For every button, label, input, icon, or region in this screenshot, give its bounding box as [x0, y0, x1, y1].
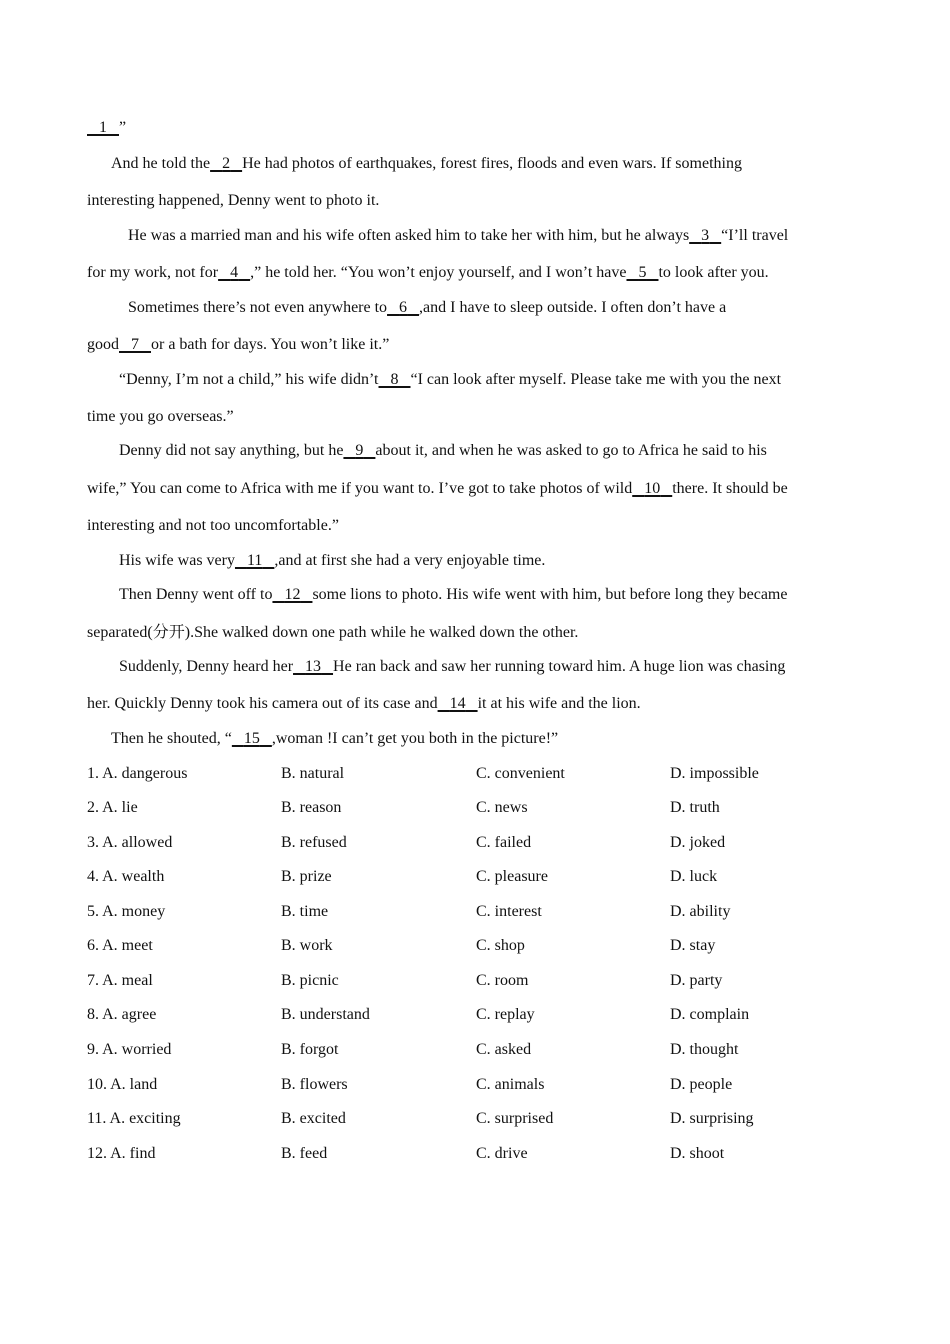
passage-line-13 [119, 551, 545, 571]
passage-line-10 [119, 441, 767, 461]
blank-1: 1 [99, 119, 107, 136]
passage-text: His wife was very [119, 552, 235, 569]
passage-line-18 [111, 729, 558, 749]
passage-text: ,” he told her. “You won’t enjoy yourself, and I won’t have [250, 264, 627, 281]
option-a: 2. A. lie [87, 799, 138, 816]
option-row-2 [87, 798, 867, 818]
passage-text: to look after you. [658, 264, 769, 281]
option-d: D. complain [670, 1006, 750, 1023]
passage-line-12 [87, 516, 339, 536]
option-c: C. asked [476, 1041, 532, 1058]
passage-text: ,and I have to sleep outside. I often don’t have a [419, 299, 727, 316]
option-a: 3. A. allowed [87, 834, 173, 851]
option-a: 10. A. land [87, 1076, 158, 1093]
option-b: B. prize [281, 868, 332, 885]
option-d: D. thought [670, 1041, 739, 1058]
passage-text: ,woman !I can’t get you both in the picture!” [271, 730, 559, 747]
option-a: 7. A. meal [87, 972, 153, 989]
passage-text: “I’ll travel [721, 227, 789, 244]
passage-line-1 [87, 118, 126, 138]
passage-text: there. It should be [672, 480, 788, 497]
option-b: B. excited [281, 1110, 346, 1127]
passage-line-3 [87, 191, 379, 211]
blank-15: 15 [243, 730, 260, 747]
passage-text: Then Denny went off to [119, 586, 273, 603]
blank-8: 8 [390, 371, 399, 388]
passage-text: ,and at first she had a very enjoyable time. [274, 552, 546, 569]
option-c: C. pleasure [476, 868, 548, 885]
blank-5: 5 [638, 264, 647, 281]
option-b: B. work [281, 937, 333, 954]
passage-text: And he told the [111, 155, 211, 172]
passage-text: it at his wife and the lion. [477, 695, 641, 712]
option-a: 12. A. find [87, 1145, 156, 1162]
option-c: C. replay [476, 1006, 535, 1023]
passage-text: some lions to photo. His wife went with him, but before long they became [312, 586, 788, 603]
passage-text: He had photos of earthquakes, forest fires, floods and even wars. If something [242, 155, 742, 172]
option-b: B. refused [281, 834, 347, 851]
option-a: 9. A. worried [87, 1041, 172, 1058]
passage-text: He was a married man and his wife often asked him to take her with him, but he always [128, 227, 690, 244]
option-row-12 [87, 1144, 867, 1164]
option-c: C. room [476, 972, 529, 989]
passage-line-15 [87, 623, 578, 643]
passage-text: “I can look after myself. Please take me with you the next [410, 371, 782, 388]
blank-3: 3 [701, 227, 710, 244]
passage-line-14 [119, 585, 787, 605]
option-d: D. impossible [670, 765, 759, 782]
blank-9: 9 [355, 442, 364, 459]
passage-text: her. Quickly Denny took his camera out of its case and [87, 695, 438, 712]
passage-line-17 [87, 694, 641, 714]
passage-line-9 [87, 407, 234, 427]
option-row-3 [87, 833, 867, 853]
option-b: B. reason [281, 799, 342, 816]
option-b: B. time [281, 903, 329, 920]
option-d: D. truth [670, 799, 720, 816]
passage-line-11 [87, 479, 788, 499]
passage-text: for my work, not for [87, 264, 219, 281]
passage-text: separated(分开).She walked down one path while he walked down the other. [87, 624, 579, 641]
blank-7: 7 [131, 336, 139, 353]
option-d: D. ability [670, 903, 731, 920]
passage-text: Then he shouted, “ [111, 730, 232, 747]
passage-text: ” [119, 119, 127, 136]
passage-text: about it, and when he was asked to go to Africa he said to his [375, 442, 767, 459]
option-a: 6. A. meet [87, 937, 153, 954]
option-c: C. shop [476, 937, 525, 954]
blank-11: 11 [246, 552, 263, 569]
passage-line-4 [128, 226, 788, 246]
option-d: D. party [670, 972, 723, 989]
passage-line-7 [87, 335, 389, 355]
passage-line-8 [119, 370, 781, 390]
option-c: C. failed [476, 834, 532, 851]
option-c: C. news [476, 799, 528, 816]
option-row-1 [87, 764, 867, 784]
passage-text: Sometimes there’s not even anywhere to [128, 299, 388, 316]
passage-text: wife,” You can come to Africa with me if you want to. I’ve got to take photos of wild [87, 480, 633, 497]
passage-text: or a bath for days. You won’t like it.” [151, 336, 390, 353]
option-b: B. feed [281, 1145, 328, 1162]
option-row-9 [87, 1040, 867, 1060]
blank-6: 6 [399, 299, 408, 316]
passage-line-2 [111, 154, 742, 174]
option-row-8 [87, 1005, 867, 1025]
option-row-6 [87, 936, 867, 956]
option-b: B. understand [281, 1006, 370, 1023]
option-c: C. interest [476, 903, 542, 920]
option-a: 8. A. agree [87, 1006, 157, 1023]
option-row-10 [87, 1075, 867, 1095]
option-row-4 [87, 867, 867, 887]
option-b: B. flowers [281, 1076, 348, 1093]
passage-text: Denny did not say anything, but he [119, 442, 344, 459]
option-c: C. drive [476, 1145, 528, 1162]
option-d: D. joked [670, 834, 726, 851]
option-row-11 [87, 1109, 867, 1129]
blank-14: 14 [449, 695, 466, 712]
option-b: B. natural [281, 765, 345, 782]
option-a: 4. A. wealth [87, 868, 165, 885]
option-b: B. picnic [281, 972, 339, 989]
option-d: D. stay [670, 937, 716, 954]
option-row-5 [87, 902, 867, 922]
passage-text: time you go overseas.” [87, 408, 234, 425]
blank-13: 13 [305, 658, 322, 675]
passage-line-6 [128, 298, 726, 318]
option-a: 5. A. money [87, 903, 166, 920]
option-d: D. luck [670, 868, 718, 885]
option-row-7 [87, 971, 867, 991]
blank-12: 12 [284, 586, 301, 603]
passage-text: Suddenly, Denny heard her [119, 658, 294, 675]
option-c: C. animals [476, 1076, 545, 1093]
option-d: D. surprising [670, 1110, 754, 1127]
option-a: 11. A. exciting [87, 1110, 181, 1127]
passage-text: interesting and not too uncomfortable.” [87, 517, 339, 534]
option-d: D. people [670, 1076, 733, 1093]
passage-line-16 [119, 657, 785, 677]
passage-text: good [87, 336, 119, 353]
option-d: D. shoot [670, 1145, 725, 1162]
passage-text: He ran back and saw her running toward him. A huge lion was chasing [333, 658, 786, 675]
option-c: C. surprised [476, 1110, 554, 1127]
option-a: 1. A. dangerous [87, 765, 188, 782]
passage-text: “Denny, I’m not a child,” his wife didn’t [119, 371, 379, 388]
option-c: C. convenient [476, 765, 565, 782]
blank-10: 10 [644, 480, 661, 497]
blank-2: 2 [222, 155, 231, 172]
passage-text: interesting happened, Denny went to photo it. [87, 192, 380, 209]
option-b: B. forgot [281, 1041, 339, 1058]
blank-4: 4 [230, 264, 239, 281]
passage-line-5 [87, 263, 769, 283]
